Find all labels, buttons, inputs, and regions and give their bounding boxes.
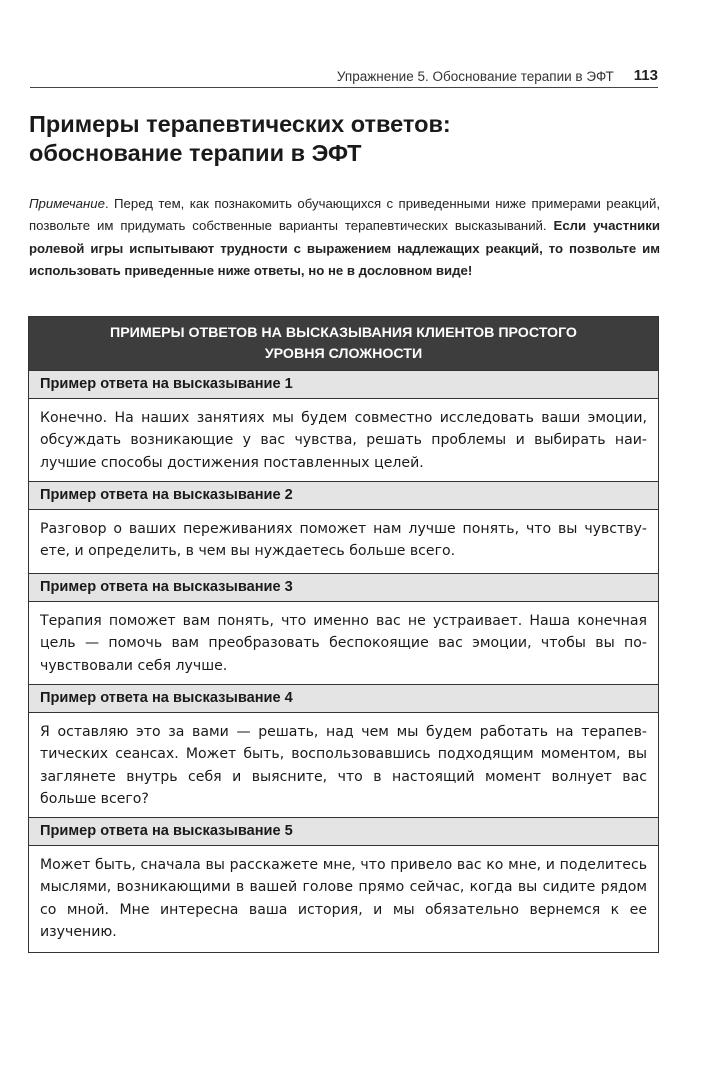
example-4-heading: Пример ответа на высказывание 4: [29, 684, 658, 713]
table-header-line-2: УРОВНЯ СЛОЖНОСТИ: [264, 346, 423, 362]
table-header-line-1: ПРИМЕРЫ ОТВЕТОВ НА ВЫСКАЗЫВАНИЯ КЛИЕНТОВ ПРОСТОГО: [110, 325, 577, 341]
example-1-heading: Пример ответа на высказывание 1: [29, 370, 658, 399]
note-label: Примечание: [29, 196, 105, 211]
example-3-body: Терапия поможет вам понять, что именно вас не устраивает. Наша конечная цель — помочь вам преобразовать беспокоящие вас эмоции, чтобы вы почувствовали себя лучше.: [40, 613, 647, 674]
section-title-line-1: Примеры терапевтических ответов:: [29, 111, 451, 137]
note-bold-text: Если участники ролевой игры испытывают трудности с выражением надлежащих реакций, то позвольте им использовать приведенные ниже ответы, но не в дословном виде!: [29, 218, 660, 278]
note-paragraph: [29, 193, 660, 282]
example-5-heading: Пример ответа на высказывание 5: [29, 817, 658, 846]
running-header: [30, 64, 658, 88]
example-3-heading: Пример ответа на высказывание 3: [29, 573, 658, 602]
running-title: Упражнение 5. Обоснование терапии в ЭФТ: [336, 69, 614, 84]
section-title: [29, 110, 669, 168]
example-2-body: Разговор о ваших переживаниях поможет нам лучше понять, что вы чувствуете, и определить, в чем вы нуждаетесь больше всего.: [40, 521, 647, 560]
table-header: [29, 317, 658, 370]
page-number: 113: [633, 67, 658, 84]
example-1-body: Конечно. На наших занятиях мы будем совместно исследовать ваши эмоции, обсуждать возникающие у вас чувства, решать проблемы и выбирать наилучшие способы достижения поставленных целей.: [40, 410, 647, 471]
example-4-body: Я оставляю это за вами — решать, над чем мы будем работать на терапевтических сеансах. Может быть, воспользовавшись подходящим моментом, вы заглянете внутрь себя и выясните, что в настоящий момент волнует вас больше всего?: [40, 724, 647, 807]
example-2-heading: Пример ответа на высказывание 2: [29, 481, 658, 510]
note-text: . Перед тем, как познакомить обучающихся с приведенными ниже примерами реакций, позвольте им придумать собственные варианты терапевтических высказываний.: [29, 196, 660, 234]
example-5-body: Может быть, сначала вы расскажете мне, что привело вас ко мне, и поделитесь мыслями, возникающими в вашей голове прямо сейчас, когда вы сидите рядом со мной. Мне интересна ваша история, и мы обязательно вернемся к ее изучению.: [40, 857, 647, 940]
example-responses-table: [28, 316, 659, 953]
section-title-line-2: обоснование терапии в ЭФТ: [29, 140, 362, 166]
